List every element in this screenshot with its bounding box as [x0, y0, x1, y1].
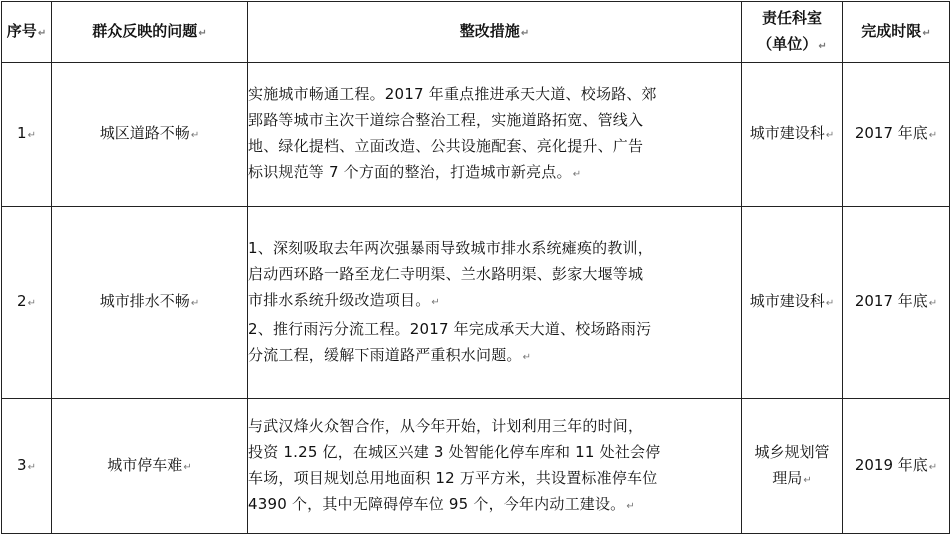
- cell-dept: 城市建设科↵: [742, 207, 843, 399]
- cell-measures: 与武汉烽火众智合作，从今年开始，计划利用三年的时间， 投资 1.25 亿，在城区兴建 3 处智能化停车库和 11 处社会停 车场，项目规划总用地面积 12 万平方米，共设置标准停车位 4390 个，其中无障碍停车位 95 个，今年内动工建设。↵: [248, 399, 742, 534]
- cell-issue: 城市停车难↵: [52, 399, 248, 534]
- table-row: [2, 207, 950, 399]
- rectification-table: [1, 1, 950, 534]
- header-deadline: 完成时限↵: [843, 2, 950, 63]
- header-measures: 整改措施↵: [248, 2, 742, 63]
- header-issue: 群众反映的问题↵: [52, 2, 248, 63]
- header-row: [2, 2, 950, 63]
- cell-deadline: 2019 年底↵: [843, 399, 950, 534]
- cell-no: 2↵: [2, 207, 52, 399]
- cell-dept: 城乡规划管 理局↵: [742, 399, 843, 534]
- cell-no: 1↵: [2, 63, 52, 207]
- cell-no: 3↵: [2, 399, 52, 534]
- table-row: [2, 399, 950, 534]
- cell-dept: 城市建设科↵: [742, 63, 843, 207]
- header-no: 序号↵: [2, 2, 52, 63]
- cell-measures: 1、深刻吸取去年两次强暴雨导致城市排水系统瘫痪的教训， 启动西环路一路至龙仁寺明渠、兰水路明渠、彭家大堰等城 市排水系统升级改造项目。↵ 2、推行雨污分流工程。2017 年完成承天大道、校场路雨污 分流工程，缓解下雨道路严重积水问题。↵: [248, 207, 742, 399]
- cell-deadline: 2017 年底↵: [843, 63, 950, 207]
- cell-issue: 城区道路不畅↵: [52, 63, 248, 207]
- table-row: [2, 63, 950, 207]
- cell-deadline: 2017 年底↵: [843, 207, 950, 399]
- cell-measures: 实施城市畅通工程。2017 年重点推进承天大道、校场路、郊 郢路等城市主次干道综合整治工程，实施道路拓宽、管线入 地、绿化提档、立面改造、公共设施配套、亮化提升、广告 标识规范等 7 个方面的整治，打造城市新亮点。↵: [248, 63, 742, 207]
- header-dept: 责任科室 （单位）↵: [742, 2, 843, 63]
- cell-issue: 城市排水不畅↵: [52, 207, 248, 399]
